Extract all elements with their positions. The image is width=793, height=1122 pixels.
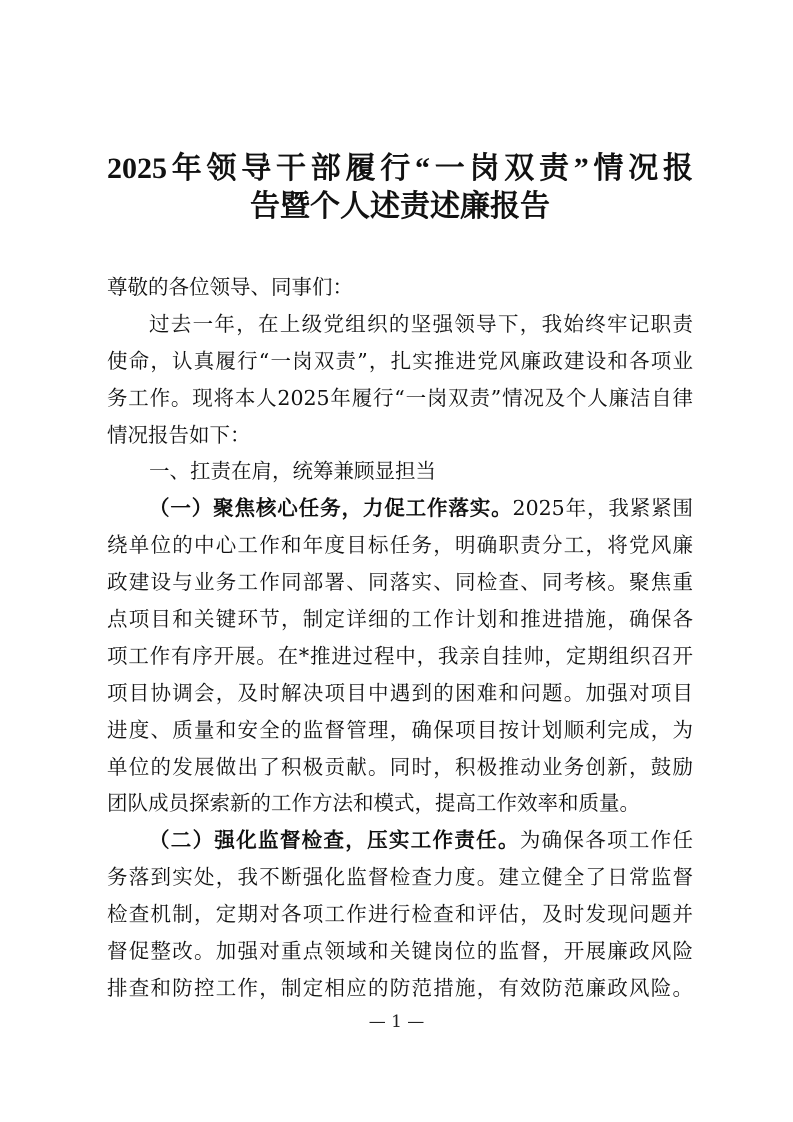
intro-line: 务工作。现将本人2025年履行“一岗双责”情况及个人廉洁自律 bbox=[107, 385, 693, 410]
title-line-1: 2025年领导干部履行“一岗双责”情况报 bbox=[107, 152, 693, 185]
intro-line: 过去一年，在上级党组织的坚强领导下，我始终牢记职责 bbox=[149, 311, 693, 336]
subsection-2-text: 为确保各项工作任 bbox=[519, 828, 693, 853]
subsection-1-heading: （一）聚焦核心任务，力促工作落实。 bbox=[149, 496, 513, 521]
paragraph-line: 政建设与业务工作同部署、同落实、同检查、同考核。聚焦重 bbox=[107, 570, 693, 595]
subsection-1-text: 2025年，我紧紧围 bbox=[512, 496, 694, 521]
subsection-1-first-line bbox=[107, 490, 693, 527]
paragraph-line: 单位的发展做出了积极贡献。同时，积极推动业务创新，鼓励 bbox=[107, 754, 693, 779]
subsection-2-heading: （二）强化监督检查，压实工作责任。 bbox=[149, 828, 520, 853]
title-line-2: 告暨个人述责述廉报告 bbox=[250, 190, 550, 223]
page-number: — 1 — bbox=[368, 1012, 425, 1032]
paragraph-line: 项工作有序开展。在*推进过程中，我亲自挂帅，定期组织召开 bbox=[107, 643, 693, 668]
subsection-2-first-line bbox=[107, 822, 693, 859]
intro-line: 情况报告如下： bbox=[107, 422, 251, 447]
salutation: 尊敬的各位领导、同事们： bbox=[107, 275, 353, 299]
paragraph-line: 务落到实处，我不断强化监督检查力度。建立健全了日常监督 bbox=[107, 865, 693, 890]
paragraph-line: 绕单位的中心工作和年度目标任务，明确职责分工，将党风廉 bbox=[107, 533, 693, 558]
section-heading-1: 一、扛责在肩，统筹兼顾显担当 bbox=[149, 459, 436, 484]
document-body bbox=[107, 269, 693, 1007]
paragraph-line: 排查和防控工作，制定相应的防范措施，有效防范廉政风险。 bbox=[107, 975, 693, 1000]
intro-line: 使命，认真履行“一岗双责”，扎实推进党风廉政建设和各项业 bbox=[107, 348, 693, 373]
paragraph-line: 进度、质量和安全的监督管理，确保项目按计划顺利完成，为 bbox=[107, 717, 693, 742]
paragraph-line: 团队成员探索新的工作方法和模式，提高工作效率和质量。 bbox=[107, 791, 640, 816]
paragraph-line: 督促整改。加强对重点领域和关键岗位的监督，开展廉政风险 bbox=[107, 939, 693, 964]
paragraph-line: 项目协调会，及时解决项目中遇到的困难和问题。加强对项目 bbox=[107, 680, 693, 705]
paragraph-line: 检查机制，定期对各项工作进行检查和评估，及时发现问题并 bbox=[107, 902, 693, 927]
document-title bbox=[107, 150, 693, 226]
paragraph-line: 点项目和关键环节，制定详细的工作计划和推进措施，确保各 bbox=[107, 607, 693, 632]
